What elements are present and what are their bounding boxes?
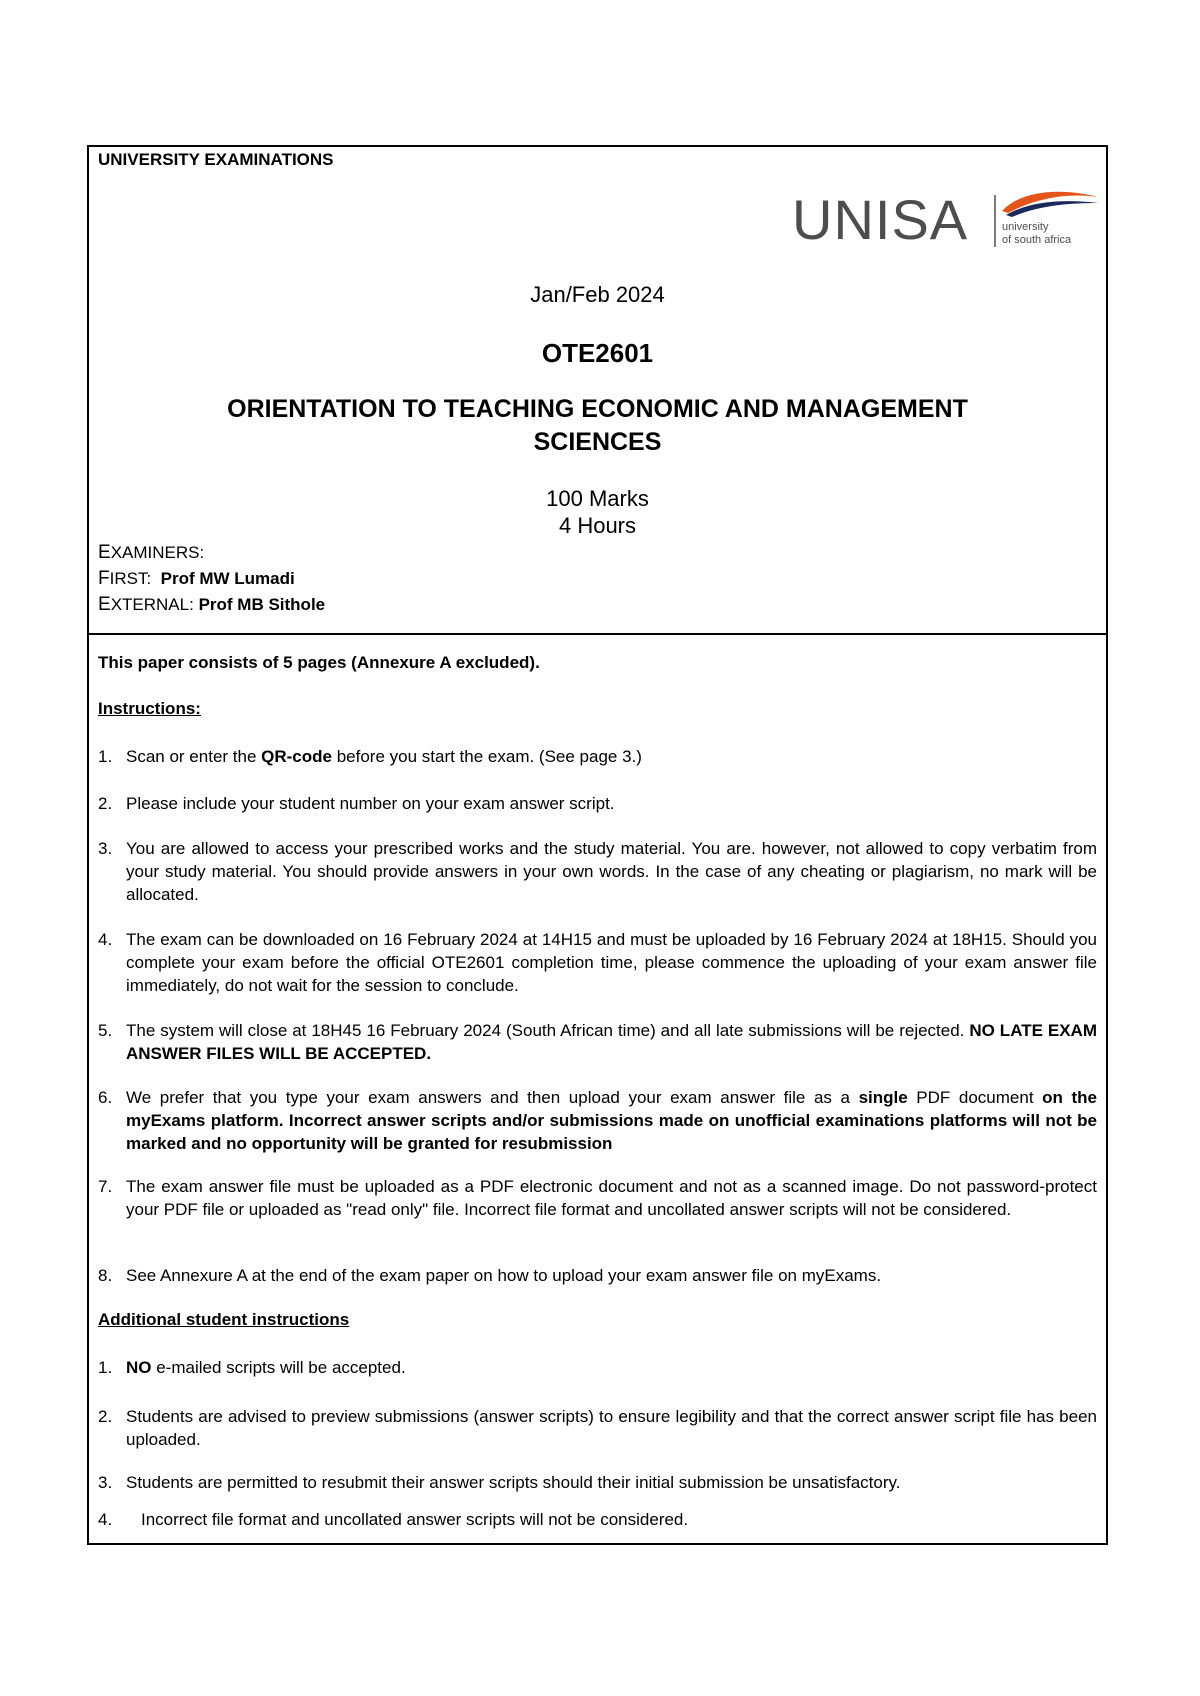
additional-instruction-item: 2. Students are advised to preview submissions (answer scripts) to ensure legibility and that the correct answer script file has been uploaded. <box>98 1407 1097 1449</box>
logo-tagline-line2: of south africa <box>1002 234 1072 246</box>
additional-instruction-item: 3. Students are permitted to resubmit their answer scripts should their initial submission be unsatisfactory. <box>98 1473 901 1492</box>
unisa-logo <box>792 185 1102 255</box>
additional-instructions-heading: Additional student instructions <box>98 1310 350 1329</box>
external-examiner: EXTERNAL: Prof MB Sithole <box>98 594 326 615</box>
module-title <box>89 393 1106 459</box>
additional-instruction-item: 4. Incorrect file format and uncollated answer scripts will not be considered. <box>98 1510 689 1529</box>
page-count-note: This paper consists of 5 pages (Annexure A excluded). <box>98 653 540 672</box>
section-divider <box>89 633 1106 635</box>
external-examiner-name: Prof MB Sithole <box>198 595 326 614</box>
first-examiner: FIRST: Prof MW Lumadi <box>98 568 295 589</box>
university-examinations-label: UNIVERSITY EXAMINATIONS <box>98 150 334 169</box>
instruction-item: 4. The exam can be downloaded on 16 February 2024 at 14H15 and must be uploaded by 16 February 2024 at 18H15. Should you complete your exam before the official OTE2601 completion time, please commence the uploading of your exam answer file immediately, do not wait for the session to conclude. <box>98 930 1097 995</box>
examiners-block <box>98 540 325 618</box>
marks-and-duration <box>89 485 1106 539</box>
logo-divider <box>994 195 996 247</box>
first-examiner-name: Prof MW Lumadi <box>160 569 295 588</box>
instruction-item: 3. You are allowed to access your prescribed works and the study material. You are. however, not allowed to copy verbatim from your study material. You should provide answers in your own words. In the case of any cheating or plagiarism, no mark will be allocated. <box>98 839 1097 904</box>
module-code: OTE2601 <box>541 338 654 368</box>
instruction-item: 2. Please include your student number on your exam answer script. <box>98 794 615 813</box>
exam-session: Jan/Feb 2024 <box>530 282 665 307</box>
exam-cover-frame <box>87 145 1108 1545</box>
module-title-line2: SCIENCES <box>533 428 662 456</box>
logo-tagline <box>1002 221 1071 247</box>
module-title-line1: ORIENTATION TO TEACHING ECONOMIC AND MANAGEMENT <box>227 395 968 423</box>
instruction-item: 7. The exam answer file must be uploaded as a PDF electronic document and not as a scanned image. Do not password-protect your PDF file or uploaded as "read only" file. Incorrect file format and uncollated answer scripts will not be considered. <box>98 1177 1097 1219</box>
logo-tagline-line1: university <box>1002 221 1049 233</box>
instruction-item: 8. See Annexure A at the end of the exam paper on how to upload your exam answer file on myExams. <box>98 1266 882 1285</box>
instruction-item: 1. Scan or enter the QR-code before you start the exam. (See page 3.) <box>98 747 642 766</box>
logo-wordmark: UNISA <box>792 188 969 251</box>
instruction-item: 5. The system will close at 18H45 16 February 2024 (South African time) and all late submissions will be rejected. NO LATE EXAM ANSWER FILES WILL BE ACCEPTED. <box>98 1021 1097 1063</box>
instruction-item: 6. We prefer that you type your exam answers and then upload your exam answer file as a single PDF document on the myExams platform. Incorrect answer scripts and/or submissions made on unofficial examinations platforms will not be marked and no opportunity will be granted for resubmission <box>98 1088 1097 1153</box>
additional-instruction-item: 1. NO e-mailed scripts will be accepted. <box>98 1358 406 1377</box>
duration: 4 Hours <box>558 513 637 538</box>
examiners-heading: EXAMINERS: <box>98 542 205 563</box>
logo-swoosh-icon <box>1000 185 1100 219</box>
total-marks: 100 Marks <box>546 486 649 511</box>
instructions-heading: Instructions: <box>98 699 201 718</box>
